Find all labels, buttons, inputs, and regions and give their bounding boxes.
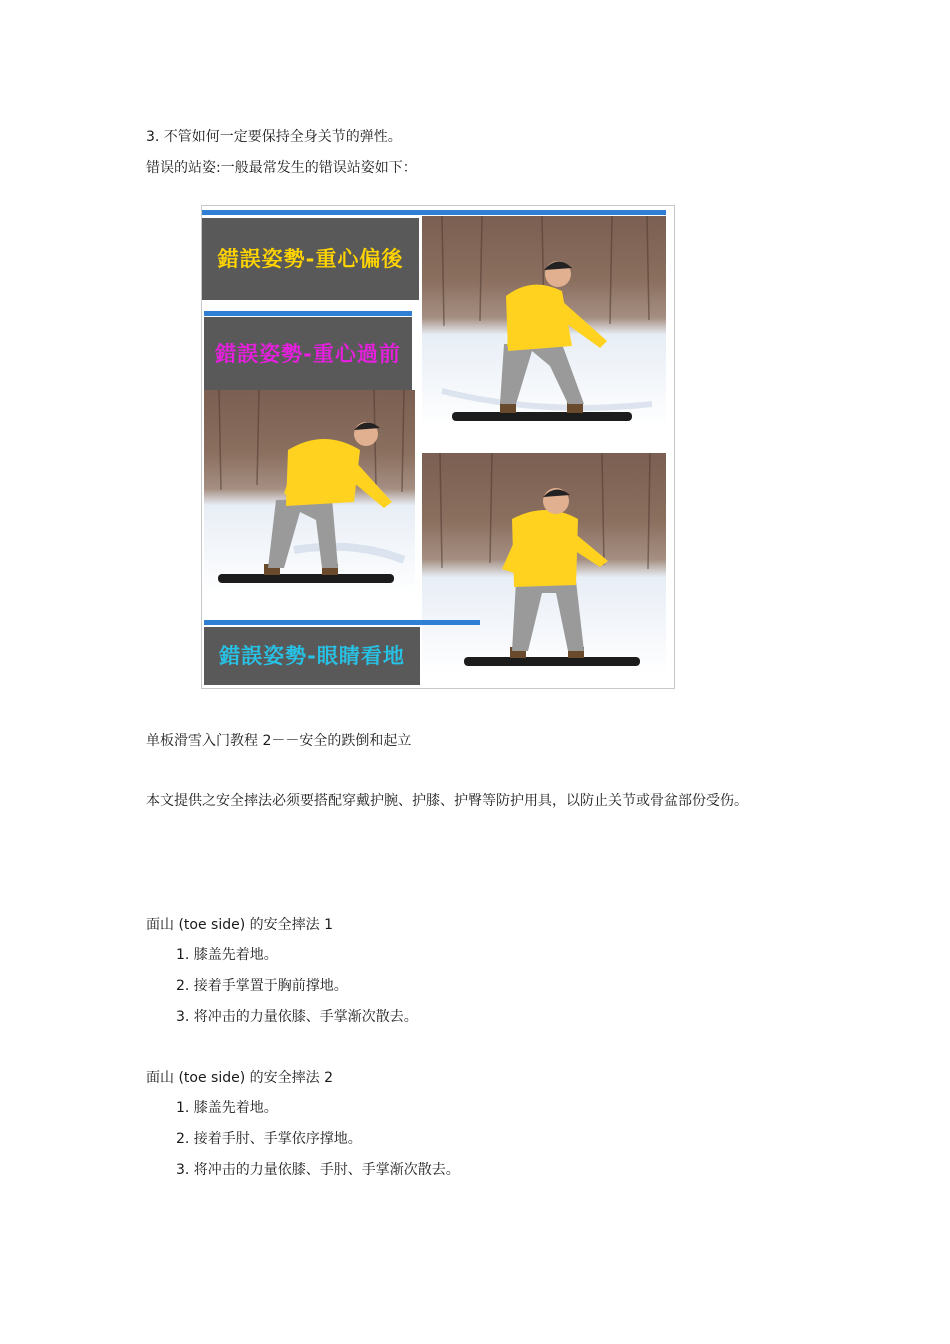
snowboarder-looking-down-illustration (422, 453, 666, 675)
tip-3-text: 3. 不管如何一定要保持全身关节的弹性。 (146, 129, 402, 145)
method-2-step-2: 2. 接着手肘、手掌依序撑地。 (176, 1131, 362, 1147)
tutorial-description: 本文提供之安全摔法必须要搭配穿戴护腕、护膝、护臀等防护用具，以防止关节或骨盆部份受伤。 (146, 793, 748, 809)
snowboard-3 (464, 657, 640, 666)
caption-weight-back (202, 218, 419, 300)
photo-weight-forward (204, 390, 415, 596)
tutorial-title: 单板滑雪入门教程 2－－安全的跌倒和起立 (146, 733, 412, 749)
method-2-step-1: 1. 膝盖先着地。 (176, 1100, 278, 1116)
method-2-step-3: 3. 将冲击的力量依膝、手肘、手掌渐次散去。 (176, 1162, 460, 1178)
snowboarder-weight-forward-illustration (204, 390, 415, 596)
caption-weight-forward (204, 317, 412, 390)
photo-looking-down (422, 453, 666, 675)
caption-weight-back-text: 錯誤姿勢-重心偏後 (217, 247, 404, 271)
caption-looking-down (204, 627, 420, 685)
method-1-step-1: 1. 膝盖先着地。 (176, 947, 278, 963)
method-1-step-2: 2. 接着手掌置于胸前撑地。 (176, 978, 348, 994)
wrong-stance-intro: 错误的站姿:一般最常发生的错误站姿如下： (146, 160, 417, 176)
method-1-step-3: 3. 将冲击的力量依膝、手掌渐次散去。 (176, 1009, 418, 1025)
method-1-heading: 面山 (toe side) 的安全摔法 1 (146, 917, 333, 933)
photo-weight-back (422, 216, 666, 428)
wrong-stance-figure (201, 205, 675, 689)
snowboard-1 (452, 412, 632, 421)
caption-weight-forward-text: 錯誤姿勢-重心過前 (215, 341, 401, 366)
method-2-heading: 面山 (toe side) 的安全摔法 2 (146, 1070, 333, 1086)
snowboarder-weight-back-illustration (422, 216, 666, 428)
caption-looking-down-text: 錯誤姿勢-眼睛看地 (219, 644, 405, 668)
snowboard-2 (218, 574, 394, 583)
